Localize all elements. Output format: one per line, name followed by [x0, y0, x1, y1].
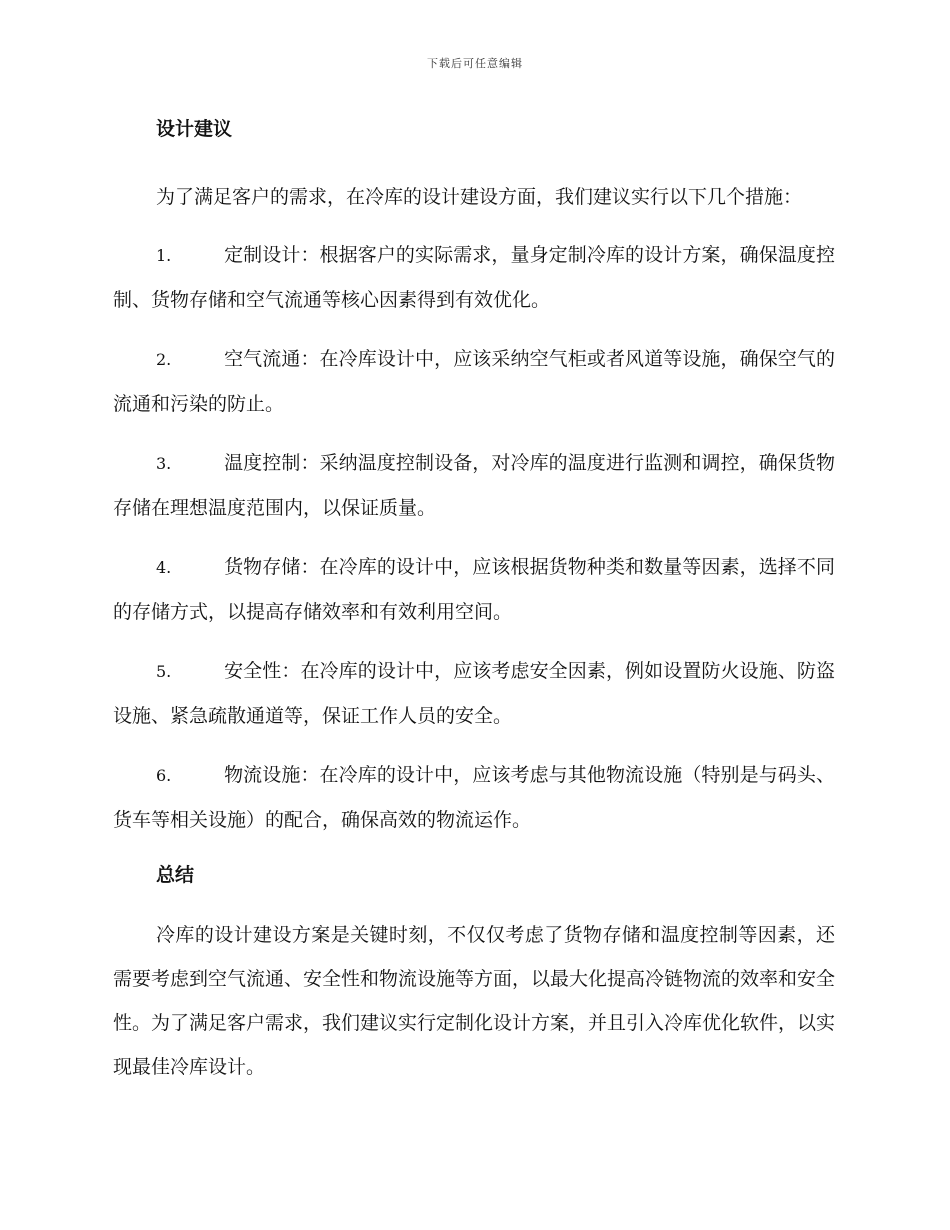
list-item-number: 2.	[156, 350, 172, 369]
list-item-text: 物流设施：在冷库的设计中，应该考虑与其他物流设施（特别是与码头、货车等相关设施）的配合，确保高效的物流运作。	[113, 764, 835, 831]
list-item-number: 3.	[156, 454, 172, 473]
list-item-text: 货物存储：在冷库的设计中，应该根据货物种类和数量等因素，选择不同的存储方式，以提高存储效率和有效利用空间。	[113, 556, 835, 623]
header-note: 下载后可任意编辑	[427, 57, 523, 70]
list-item-number: 1.	[156, 246, 172, 265]
list-item	[113, 233, 835, 322]
list-item-number: 6.	[156, 766, 172, 785]
list-item-text: 温度控制：采纳温度控制设备，对冷库的温度进行监测和调控，确保货物存储在理想温度范围内，以保证质量。	[113, 452, 835, 519]
list-item	[113, 337, 835, 426]
list-item	[113, 441, 835, 530]
list-item-text: 空气流通：在冷库设计中，应该采纳空气柜或者风道等设施，确保空气的流通和污染的防止。	[113, 348, 835, 415]
list-item-text: 定制设计：根据客户的实际需求，量身定制冷库的设计方案，确保温度控制、货物存储和空气流通等核心因素得到有效优化。	[113, 244, 835, 311]
section-title-design-suggestions: 设计建议	[156, 118, 233, 140]
list-item-number: 4.	[156, 558, 172, 577]
summary-paragraph: 冷库的设计建设方案是关键时刻，不仅仅考虑了货物存储和温度控制等因素，还需要考虑到空气流通、安全性和物流设施等方面，以最大化提高冷链物流的效率和安全性。为了满足客户需求，我们建议实行定制化设计方案，并且引入冷库优化软件，以实现最佳冷库设计。	[113, 924, 836, 1078]
list-item	[113, 649, 835, 738]
list-item-number: 5.	[156, 662, 172, 681]
list-item	[113, 545, 835, 634]
intro-paragraph: 为了满足客户的需求，在冷库的设计建设方面，我们建议实行以下几个措施：	[156, 186, 803, 208]
section-title-summary: 总结	[156, 864, 195, 886]
list-item	[113, 753, 835, 842]
document-body	[113, 110, 835, 1089]
list-item-text: 安全性：在冷库的设计中，应该考虑安全因素，例如设置防火设施、防盗设施、紧急疏散通道等，保证工作人员的安全。	[113, 660, 835, 727]
